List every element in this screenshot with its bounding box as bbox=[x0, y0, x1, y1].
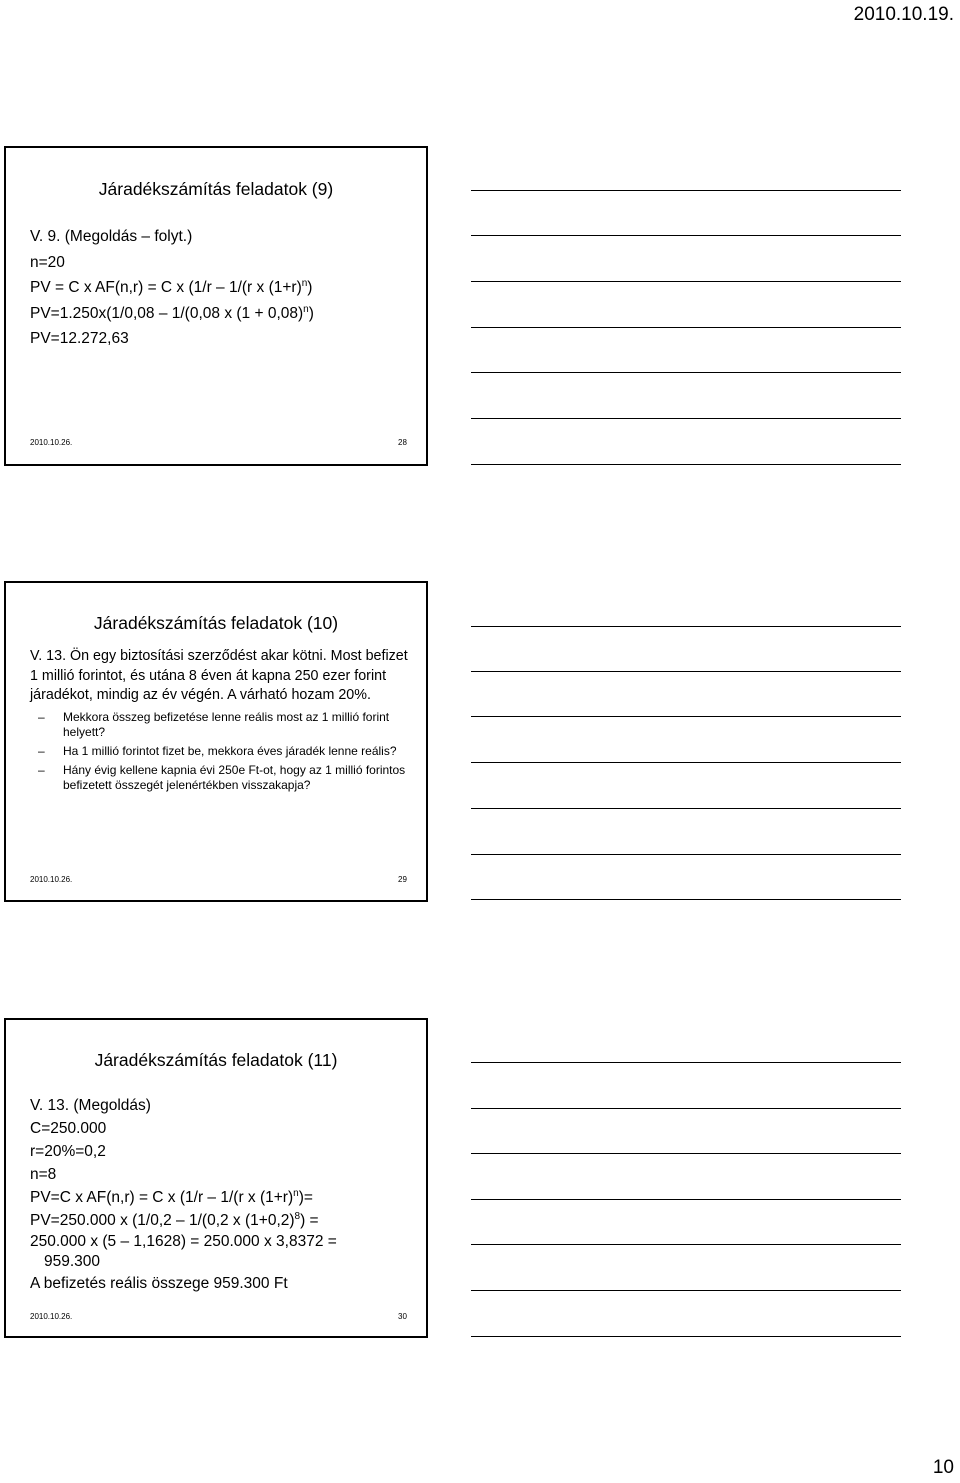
note-line bbox=[471, 626, 901, 627]
note-line bbox=[471, 190, 901, 191]
note-line bbox=[471, 1153, 901, 1154]
text-line: V. 9. (Megoldás – folyt.) bbox=[30, 228, 193, 245]
text-line: n=8 bbox=[30, 1166, 57, 1183]
note-line bbox=[471, 854, 901, 855]
text-line: r=20%=0,2 bbox=[30, 1143, 106, 1160]
conclusion-line: A befizetés reális összege 959.300 Ft bbox=[30, 1275, 288, 1292]
slide-29 bbox=[4, 581, 428, 902]
note-line bbox=[471, 327, 901, 328]
text-line: 250.000 x (5 – 1,1628) = 250.000 x 3,8372 = bbox=[30, 1233, 337, 1250]
note-line bbox=[471, 716, 901, 717]
formula-line: PV = C x AF(n,r) = C x (1/r – 1/(r x $(1+r)^n$) bbox=[30, 278, 313, 296]
slide-28 bbox=[4, 146, 428, 466]
sub-bullet: – Ha 1 millió forintot fizet be, mekkora éves járadék lenne reális? bbox=[38, 743, 397, 758]
slide-footer-number: 29 bbox=[398, 875, 407, 884]
note-line bbox=[471, 1290, 901, 1291]
slide-footer-date: 2010.10.26. bbox=[30, 875, 73, 884]
formula-line: PV=1.250x(1/0,08 – 1/(0,08 x $(1 + 0,08)^n$) bbox=[30, 303, 314, 322]
note-line bbox=[471, 1062, 901, 1063]
note-line bbox=[471, 762, 901, 763]
note-line bbox=[471, 418, 901, 419]
text-line: PV=12.272,63 bbox=[30, 330, 129, 347]
slide-footer-number: 28 bbox=[398, 438, 407, 447]
note-line bbox=[471, 372, 901, 373]
formula-line: PV=250.000 x (1/0,2 – 1/(0,2 x $(1+0,2)^8$) = bbox=[30, 1211, 319, 1229]
slide-footer-number: 30 bbox=[398, 1312, 407, 1321]
text-line: n=20 bbox=[30, 253, 65, 271]
note-line bbox=[471, 1108, 901, 1109]
note-line bbox=[471, 1199, 901, 1200]
note-line bbox=[471, 808, 901, 809]
text-line: C=250.000 bbox=[30, 1120, 107, 1137]
dash-marker: – bbox=[38, 762, 45, 777]
sub-bullet: – Hány évig kellene kapnia évi 250e Ft-ot, hogy az 1 millió forintos befizetett összegét jelenértékben visszakapja? bbox=[38, 762, 406, 792]
bullet-main: V. 13. Ön egy biztosítási szerződést akar kötni. Most befizet 1 millió forintot, és utána 8 éven át kapna 250 ezer forint járadékot, mindig az év végén. A várható hozam 20%. bbox=[30, 648, 408, 704]
note-line bbox=[471, 1244, 901, 1245]
slide-body bbox=[30, 224, 416, 352]
header-date: 2010.10.19. bbox=[853, 4, 954, 25]
text-line: 959.300 bbox=[44, 1253, 101, 1270]
note-line bbox=[471, 899, 901, 900]
slide-title: Járadékszámítás feladatok (10) bbox=[93, 613, 339, 633]
slide-body bbox=[30, 1094, 416, 1295]
text-line: V. 13. (Megoldás) bbox=[30, 1097, 151, 1114]
sub-bullet: – Mekkora összeg befizetése lenne reális most az 1 millió forint helyett? bbox=[38, 709, 390, 739]
note-line bbox=[471, 464, 901, 465]
slide-30 bbox=[4, 1018, 428, 1338]
slide-body bbox=[30, 647, 410, 793]
slide-footer-date: 2010.10.26. bbox=[30, 1312, 73, 1321]
dash-marker: – bbox=[38, 709, 45, 724]
note-line bbox=[471, 1336, 901, 1337]
dash-marker: – bbox=[38, 743, 45, 758]
page-number: 10 bbox=[932, 1457, 954, 1478]
note-line bbox=[471, 235, 901, 236]
note-line bbox=[471, 671, 901, 672]
note-line bbox=[471, 281, 901, 282]
slide-footer-date: 2010.10.26. bbox=[30, 438, 73, 447]
slide-title: Járadékszámítás feladatok (9) bbox=[98, 179, 334, 199]
slide-title: Járadékszámítás feladatok (11) bbox=[94, 1050, 338, 1070]
formula-line: PV=C x AF(n,r) = C x (1/r – 1/(r x $(1+r)^n)=$ bbox=[30, 1188, 313, 1206]
